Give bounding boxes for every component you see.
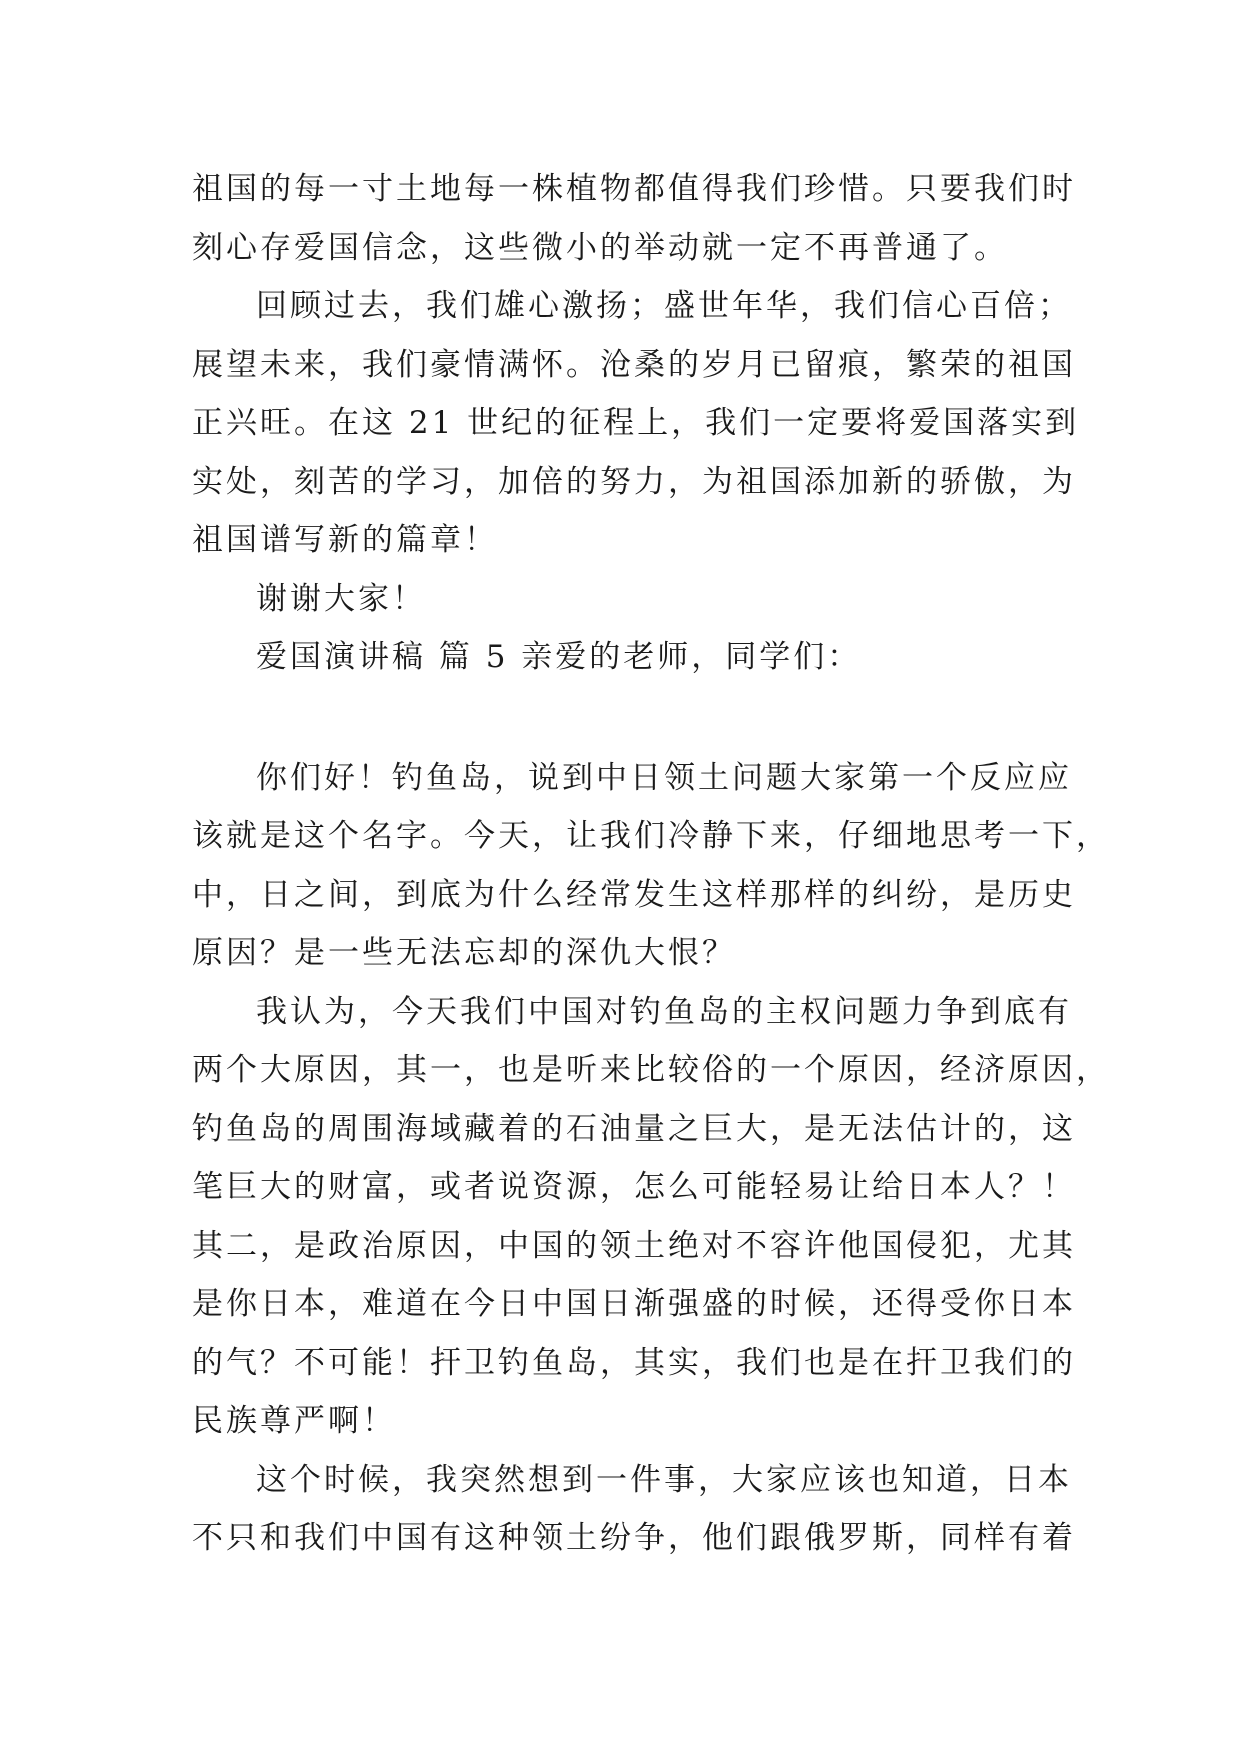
text-line: 刻心存爱国信念，这些微小的举动就一定不再普通了。 <box>192 229 1008 266</box>
text-line: 民族尊严啊！ <box>192 1403 396 1439</box>
text-line: 是你日本，难道在今日中国日渐强盛的时候，还得受你日本 <box>192 1286 1076 1322</box>
text-line: 原因？是一些无法忘却的深仇大恨？ <box>192 935 736 971</box>
text-line: 中，日之间，到底为什么经常发生这样那样的纠纷，是历史 <box>192 876 1076 913</box>
text-line: 笔巨大的财富，或者说资源，怎么可能轻易让给日本人？！ <box>192 1169 1076 1205</box>
text-line: 祖国的每一寸土地每一株植物都值得我们珍惜。只要我们时 <box>192 171 1076 207</box>
text-line: 祖国谱写新的篇章！ <box>192 522 498 558</box>
text-line: 钓鱼岛的周围海域藏着的石油量之巨大，是无法估计的，这 <box>192 1110 1076 1147</box>
text-line: 我认为，今天我们中国对钓鱼岛的主权问题力争到底有 <box>256 993 1072 1030</box>
text-line: 回顾过去，我们雄心激扬；盛世年华，我们信心百倍； <box>256 288 1072 324</box>
text-line: 谢谢大家！ <box>256 580 426 617</box>
paragraph-gap <box>192 687 1052 749</box>
text-line: 正兴旺。在这 21 世纪的征程上，我们一定要将爱国落实到 <box>192 405 1080 441</box>
text-line: 不只和我们中国有这种领土纷争，他们跟俄罗斯，同样有着 <box>192 1520 1076 1556</box>
text-line: 其二，是政治原因，中国的领土绝对不容许他国侵犯，尤其 <box>192 1227 1076 1264</box>
text-line: 这个时候，我突然想到一件事，大家应该也知道，日本 <box>256 1461 1072 1498</box>
text-line: 两个大原因，其一，也是听来比较俗的一个原因，经济原因， <box>192 1052 1110 1088</box>
text-line: 你们好！钓鱼岛，说到中日领土问题大家第一个反应应 <box>256 759 1072 796</box>
body-text <box>192 160 1110 1568</box>
text-line: 该就是这个名字。今天，让我们冷静下来，仔细地思考一下， <box>192 818 1110 854</box>
text-line: 的气？不可能！扞卫钓鱼岛，其实，我们也是在扞卫我们的 <box>192 1344 1076 1381</box>
text-line: 实处，刻苦的学习，加倍的努力，为祖国添加新的骄傲，为 <box>192 463 1076 500</box>
section-heading: 爱国演讲稿 篇 5 亲爱的老师，同学们： <box>256 639 862 675</box>
text-line: 展望未来，我们豪情满怀。沧桑的岁月已留痕，繁荣的祖国 <box>192 346 1076 383</box>
